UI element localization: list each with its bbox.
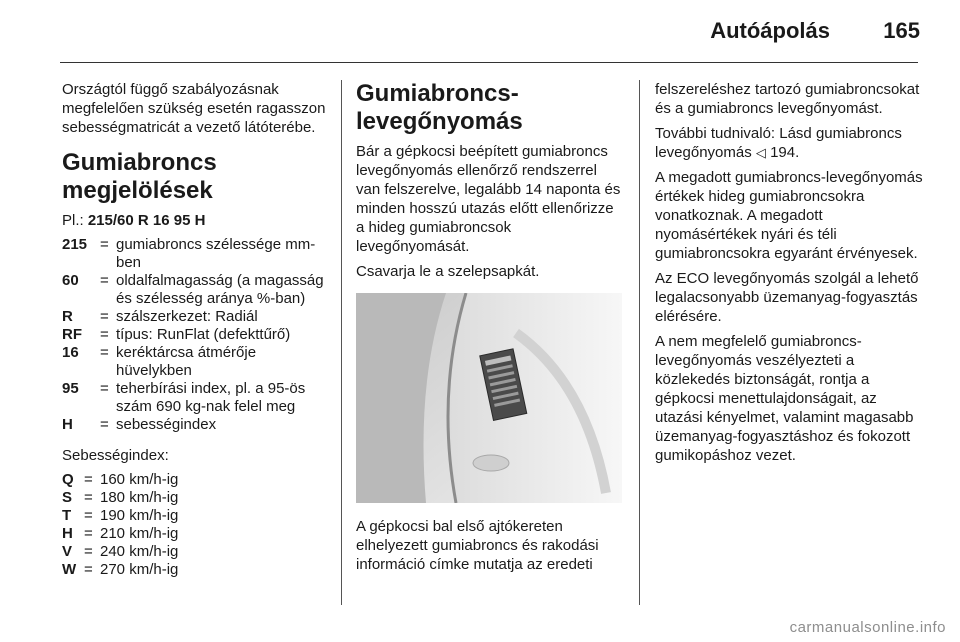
equals-sign: = bbox=[84, 561, 93, 578]
definition-key: 16 bbox=[62, 344, 79, 361]
definition-key: 215 bbox=[62, 236, 88, 253]
photo-caption: A gépkocsi bal első ajtókereten elhelyezett gumiabroncs és rakodási információ címke mutatja az eredeti bbox=[356, 518, 599, 573]
definition-text: 160 km/h-ig bbox=[100, 471, 179, 488]
equals-sign: = bbox=[84, 489, 93, 506]
equals-sign: = bbox=[84, 543, 93, 560]
section-heading-tire-markings: Gumiabroncs megjelölések bbox=[62, 149, 217, 204]
definition-key: T bbox=[62, 507, 72, 524]
definition-text: típus: RunFlat (defekttűrő) bbox=[116, 326, 291, 343]
equals-sign: = bbox=[100, 308, 109, 325]
equals-sign: = bbox=[100, 326, 109, 343]
speed-index-row bbox=[62, 543, 330, 561]
definition-key: R bbox=[62, 308, 73, 325]
equals-sign: = bbox=[100, 380, 109, 397]
definition-key: H bbox=[62, 525, 73, 542]
column-right bbox=[655, 80, 925, 471]
equals-sign: = bbox=[100, 344, 109, 361]
definition-key: V bbox=[62, 543, 73, 560]
definition-text: gumiabroncs szélessége mm-ben bbox=[116, 236, 316, 271]
definition-key: 60 bbox=[62, 272, 79, 289]
door-frame-label-photo bbox=[356, 293, 622, 503]
speed-index-table bbox=[62, 471, 330, 579]
right-paragraph-4: Az ECO levegőnyomás szolgál a lehető legalacsonyabb üzemanyag-fogyasztás elérésére. bbox=[655, 270, 919, 325]
definition-key: 95 bbox=[62, 380, 79, 397]
definition-row bbox=[62, 236, 330, 272]
page-reference-arrow-icon: ◁ bbox=[755, 145, 766, 160]
equals-sign: = bbox=[84, 471, 93, 488]
intro-paragraph: Országtól függő szabályozásnak megfelelően szükség esetén ragasszon sebességmatricát a vezető látóterébe. bbox=[62, 81, 326, 136]
column-middle bbox=[356, 80, 624, 580]
example-code: 215/60 R 16 95 H bbox=[87, 212, 206, 229]
definition-text: keréktárcsa átmérője hüvelykben bbox=[116, 344, 257, 379]
definition-row bbox=[62, 308, 330, 326]
definition-row bbox=[62, 380, 330, 416]
definition-text: szálszerkezet: Radiál bbox=[116, 308, 258, 325]
watermark: carmanualsonline.info bbox=[789, 619, 946, 636]
definition-text: teherbírási index, pl. a 95-ös szám 690 kg-nak felel meg bbox=[116, 380, 306, 415]
see-also-text: További tudnivaló: Lásd gumiabroncs levegőnyomás bbox=[655, 125, 902, 161]
pressure-paragraph-1: Bár a gépkocsi beépített gumiabroncs levegőnyomás ellenőrző rendszerrel van felszerelve, legalább 14 naponta és minden hosszú utazás előtt ellenőrizze a hideg gumiabroncsok levegőnyomását. bbox=[356, 143, 621, 255]
definition-row bbox=[62, 416, 330, 434]
definition-row bbox=[62, 326, 330, 344]
page-number: 165 bbox=[883, 18, 920, 43]
right-paragraph-1: felszereléshez tartozó gumiabroncsokat és a gumiabroncs levegőnyomást. bbox=[655, 81, 920, 117]
speed-index-row bbox=[62, 507, 330, 525]
definition-text: 240 km/h-ig bbox=[100, 543, 179, 560]
speed-index-row bbox=[62, 471, 330, 489]
page-reference-link[interactable]: 194. bbox=[765, 144, 800, 161]
tire-code-definitions bbox=[62, 236, 330, 434]
definition-text: 270 km/h-ig bbox=[100, 561, 179, 578]
equals-sign: = bbox=[100, 272, 109, 289]
pressure-paragraph-2: Csavarja le a szelepsapkát. bbox=[356, 263, 540, 280]
speed-index-row bbox=[62, 561, 330, 579]
definition-text: 210 km/h-ig bbox=[100, 525, 179, 542]
definition-key: S bbox=[62, 489, 73, 506]
header-title: Autóápolás bbox=[710, 18, 830, 43]
right-paragraph-5: A nem megfelelő gumiabroncs-levegőnyomás veszélyezteti a közlekedés biztonságát, rontja a gépkocsi menettulajdonságait, az utazási kényelmet, valamint magasabb üzemanyag-fogyasztáshoz és fokozott gumikopáshoz vezet. bbox=[655, 333, 914, 464]
definition-key: W bbox=[62, 561, 77, 578]
equals-sign: = bbox=[84, 525, 93, 542]
definition-key: H bbox=[62, 416, 73, 433]
speed-index-heading: Sebességindex: bbox=[62, 447, 169, 464]
equals-sign: = bbox=[84, 507, 93, 524]
definition-key: RF bbox=[62, 326, 82, 343]
equals-sign: = bbox=[100, 416, 109, 433]
definition-key: Q bbox=[62, 471, 74, 488]
example-prefix: Pl.: bbox=[62, 212, 88, 229]
definition-text: sebességindex bbox=[116, 416, 217, 433]
column-divider-1 bbox=[341, 80, 342, 605]
definition-text: 180 km/h-ig bbox=[100, 489, 179, 506]
definition-text: 190 km/h-ig bbox=[100, 507, 179, 524]
definition-text: oldalfalmagasság (a magasság és szélesség aránya %-ban) bbox=[116, 272, 324, 307]
definition-row bbox=[62, 344, 330, 380]
right-paragraph-2 bbox=[655, 124, 925, 162]
section-heading-tire-pressure: Gumiabroncs-levegőnyomás bbox=[356, 80, 523, 135]
definition-row bbox=[62, 272, 330, 308]
equals-sign: = bbox=[100, 236, 109, 253]
example-line bbox=[62, 211, 330, 230]
header-divider bbox=[60, 62, 918, 63]
speed-index-row bbox=[62, 489, 330, 507]
speed-index-row bbox=[62, 525, 330, 543]
column-left bbox=[62, 80, 330, 591]
right-paragraph-3: A megadott gumiabroncs-levegőnyomás értékek hideg gumiabroncsokra vonatkoznak. A megadott nyomásértékek nyári és téli gumiabroncsokra egyaránt érvényesek. bbox=[655, 169, 923, 262]
column-divider-2 bbox=[639, 80, 640, 605]
